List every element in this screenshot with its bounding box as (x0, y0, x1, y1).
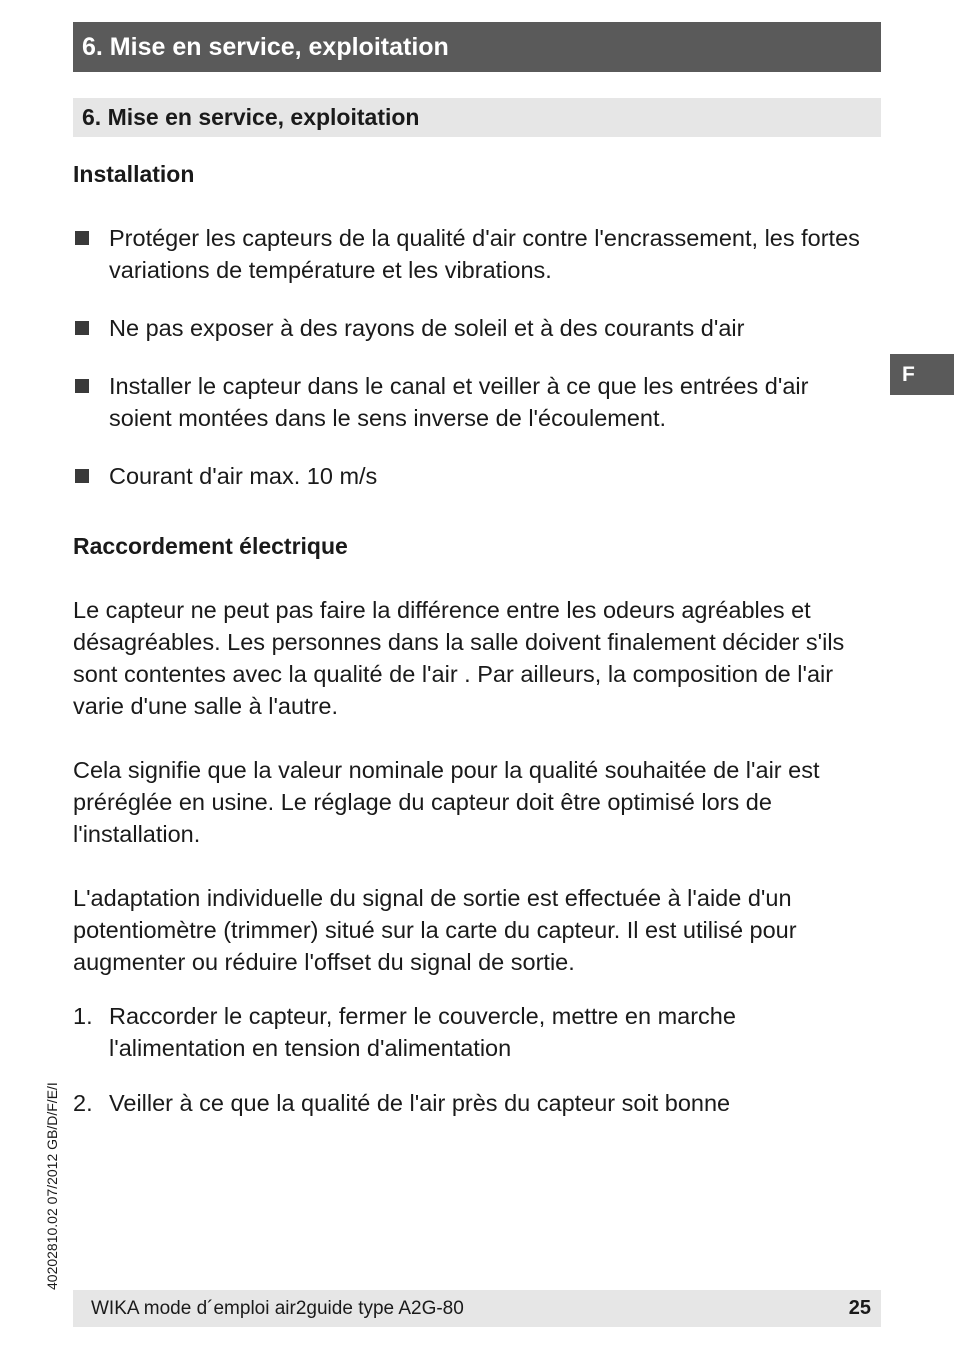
paragraph: Cela signifie que la valeur nominale pour la qualité souhaitée de l'air est préréglée en usine. Le réglage du capteur doit être optimisé lors de l'installation. (73, 757, 820, 847)
footer-text: WIKA mode d´emploi air2guide type A2G-80 (91, 1298, 464, 1319)
paragraph: Le capteur ne peut pas faire la différence entre les odeurs agréables et désagréables. Les personnes dans la salle doivent finalement décider s'ils sont contentes avec la qualité de l'air . Par ailleurs, la composition de l'air varie d'une salle à l'autre. (73, 597, 845, 719)
list-item (73, 460, 873, 492)
step-number: 2. (73, 1090, 93, 1116)
step-item (73, 1087, 873, 1119)
page-number: 25 (848, 1297, 871, 1319)
section-header (73, 98, 881, 137)
chapter-header (73, 22, 881, 72)
step-item (73, 1000, 873, 1064)
page-footer (73, 1290, 881, 1327)
square-bullet-icon (75, 231, 89, 245)
list-item-text: Ne pas exposer à des rayons de soleil et à des courants d'air (109, 315, 745, 341)
language-tab-label: F (902, 363, 915, 386)
installation-heading: Installation (73, 161, 195, 187)
list-item (73, 370, 873, 434)
list-item (73, 312, 873, 344)
electrical-heading: Raccordement électrique (73, 533, 348, 559)
square-bullet-icon (75, 469, 89, 483)
list-item-text: Courant d'air max. 10 m/s (109, 463, 378, 489)
chapter-title: 6. Mise en service, exploitation (82, 33, 449, 61)
step-number: 1. (73, 1003, 93, 1029)
square-bullet-icon (75, 321, 89, 335)
square-bullet-icon (75, 379, 89, 393)
page-content (73, 158, 873, 1142)
steps-list (73, 1000, 873, 1119)
installation-list (73, 222, 873, 492)
paragraph: L'adaptation individuelle du signal de sortie est effectuée à l'aide d'un potentiomètre (trimmer) situé sur la carte du capteur. Il est utilisé pour augmenter ou réduire l'offset du signal de sortie. (73, 885, 797, 975)
step-text: Veiller à ce que la qualité de l'air près du capteur soit bonne (109, 1090, 731, 1116)
language-tab (890, 354, 954, 395)
document-code: 40202810.02 07/2012 GB/D/F/E/I (44, 1082, 60, 1290)
section-title: 6. Mise en service, exploitation (82, 104, 420, 130)
list-item-text: Protéger les capteurs de la qualité d'air contre l'encrassement, les fortes variations de température et les vibrations. (109, 225, 860, 283)
list-item (73, 222, 873, 286)
step-text: Raccorder le capteur, fermer le couvercle, mettre en marche l'alimentation en tension d'alimentation (109, 1003, 736, 1061)
list-item-text: Installer le capteur dans le canal et veiller à ce que les entrées d'air soient montées dans le sens inverse de l'écoulement. (109, 373, 809, 431)
